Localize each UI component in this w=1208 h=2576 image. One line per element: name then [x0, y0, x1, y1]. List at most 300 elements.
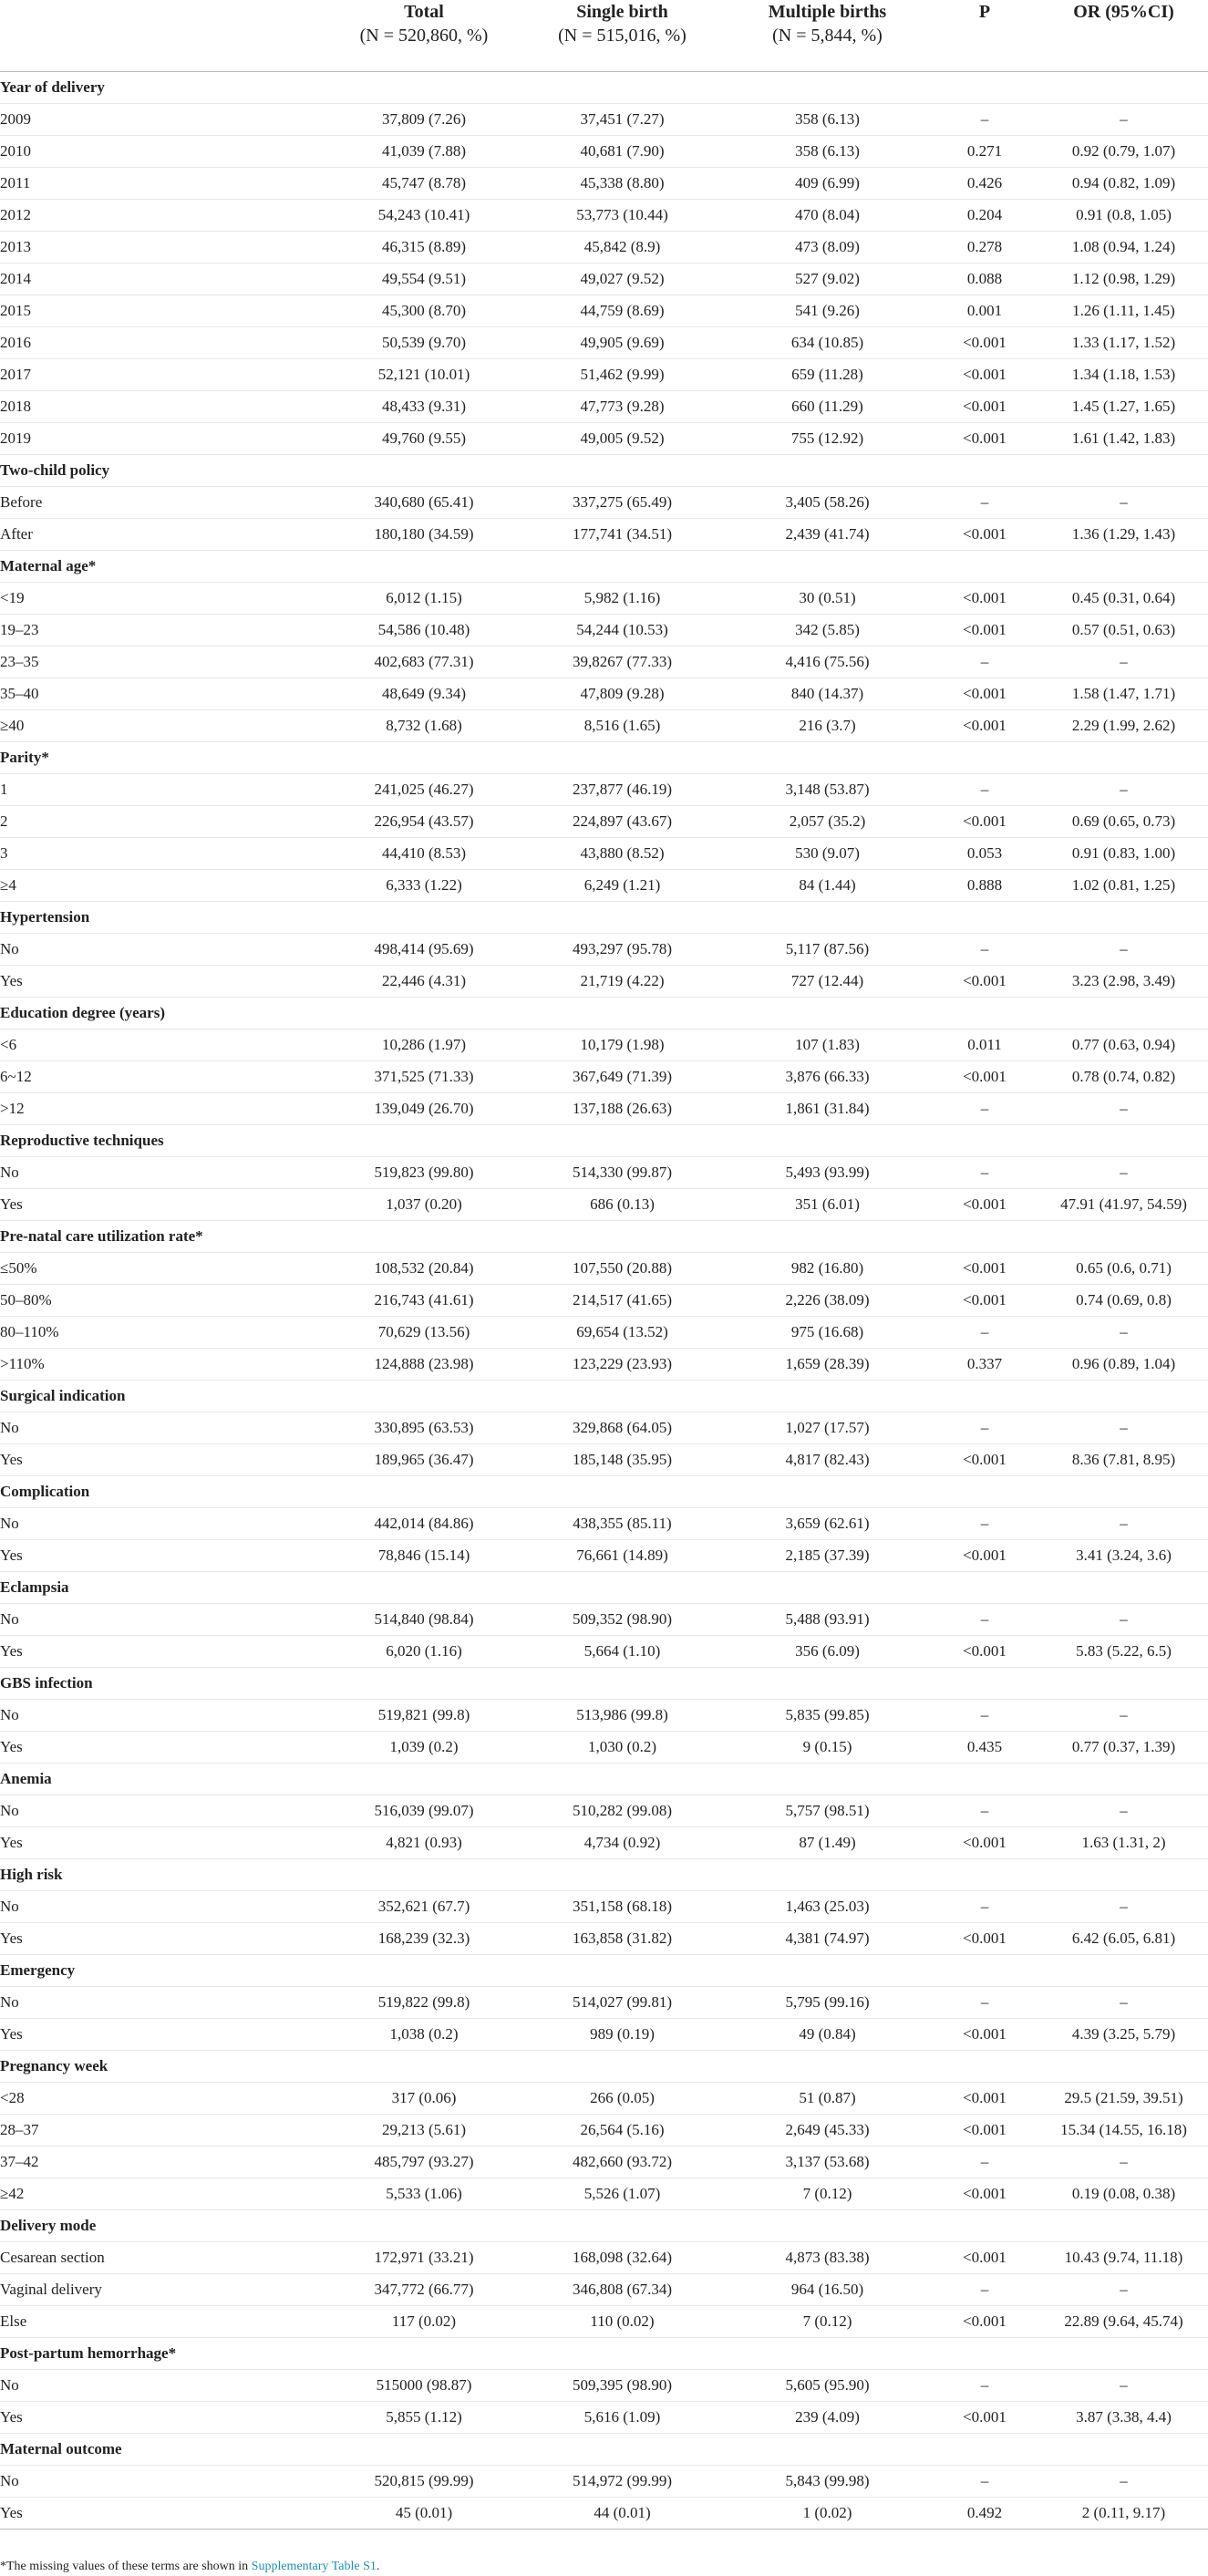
total-cell: 216,743 (41.61) [328, 1285, 520, 1317]
section-title: Maternal age* [0, 551, 1208, 583]
table-row [0, 1253, 1208, 1285]
odds-ratio-cell: 47.91 (41.97, 54.59) [1039, 1189, 1208, 1221]
odds-ratio-cell: – [1039, 2466, 1208, 2498]
total-cell: 519,822 (99.8) [328, 1987, 520, 2019]
section-header-row [0, 1125, 1208, 1157]
multiple-births-cell: 7 (0.12) [725, 2306, 930, 2338]
p-value-cell: – [930, 934, 1039, 966]
odds-ratio-cell: 0.91 (0.83, 1.00) [1039, 838, 1208, 870]
section-header-row [0, 1764, 1208, 1795]
single-birth-cell: 185,148 (35.95) [520, 1444, 725, 1476]
table-row [0, 2466, 1208, 2498]
p-value-cell: – [930, 2370, 1039, 2402]
table-row [0, 615, 1208, 647]
single-birth-cell: 123,229 (23.93) [520, 1349, 725, 1381]
total-cell: 519,821 (99.8) [328, 1700, 520, 1732]
table-row [0, 2306, 1208, 2338]
table-row [0, 1795, 1208, 1827]
total-cell: 340,680 (65.41) [328, 487, 520, 519]
odds-ratio-cell: 1.45 (1.27, 1.65) [1039, 391, 1208, 423]
multiple-births-cell: 964 (16.50) [725, 2274, 930, 2306]
table-row [0, 391, 1208, 423]
p-value-cell: – [930, 2274, 1039, 2306]
odds-ratio-cell: 0.69 (0.65, 0.73) [1039, 806, 1208, 838]
single-birth-cell: 5,526 (1.07) [520, 2178, 725, 2210]
total-cell: 10,286 (1.97) [328, 1029, 520, 1061]
row-label: ≤50% [0, 1253, 328, 1285]
table-row [0, 1732, 1208, 1764]
header-multiple-n: (N = 5,844, %) [772, 26, 883, 46]
row-label: Yes [0, 2498, 328, 2529]
p-value-cell: <0.001 [930, 806, 1039, 838]
single-birth-cell: 514,330 (99.87) [520, 1157, 725, 1189]
single-birth-cell: 1,030 (0.2) [520, 1732, 725, 1764]
odds-ratio-cell: 1.02 (0.81, 1.25) [1039, 870, 1208, 902]
row-label: >12 [0, 1093, 328, 1125]
row-label: 2019 [0, 423, 328, 455]
multiple-births-cell: 2,439 (41.74) [725, 519, 930, 551]
section-title: Eclampsia [0, 1572, 1208, 1604]
table-row [0, 838, 1208, 870]
row-label: No [0, 1891, 328, 1923]
header-single-n: (N = 515,016, %) [558, 26, 687, 46]
odds-ratio-cell: 0.45 (0.31, 0.64) [1039, 583, 1208, 615]
row-label: Yes [0, 1923, 328, 1955]
total-cell: 78,846 (15.14) [328, 1540, 520, 1572]
p-value-cell: 0.088 [930, 264, 1039, 295]
section-header-row [0, 998, 1208, 1029]
p-value-cell: – [930, 2466, 1039, 2498]
section-header-row [0, 1668, 1208, 1700]
table-row [0, 583, 1208, 615]
p-value-cell: 0.426 [930, 168, 1039, 200]
table-row [0, 1444, 1208, 1476]
single-birth-cell: 49,027 (9.52) [520, 264, 725, 295]
single-birth-cell: 53,773 (10.44) [520, 200, 725, 232]
single-birth-cell: 47,809 (9.28) [520, 678, 725, 710]
total-cell: 516,039 (99.07) [328, 1795, 520, 1827]
odds-ratio-cell: 0.78 (0.74, 0.82) [1039, 1061, 1208, 1093]
section-title: Hypertension [0, 902, 1208, 934]
section-header-row [0, 1221, 1208, 1253]
total-cell: 29,213 (5.61) [328, 2115, 520, 2147]
odds-ratio-cell: 1.33 (1.17, 1.52) [1039, 327, 1208, 359]
header-single-title: Single birth [576, 2, 668, 22]
p-value-cell: <0.001 [930, 2083, 1039, 2115]
single-birth-cell: 54,244 (10.53) [520, 615, 725, 647]
total-cell: 6,012 (1.15) [328, 583, 520, 615]
header-total [328, 0, 520, 72]
single-birth-cell: 686 (0.13) [520, 1189, 725, 1221]
odds-ratio-cell: – [1039, 2274, 1208, 2306]
p-value-cell: – [930, 1700, 1039, 1732]
total-cell: 1,038 (0.2) [328, 2019, 520, 2051]
section-header-row [0, 1476, 1208, 1508]
table-row [0, 2402, 1208, 2434]
p-value-cell: <0.001 [930, 519, 1039, 551]
total-cell: 371,525 (71.33) [328, 1061, 520, 1093]
multiple-births-cell: 216 (3.7) [725, 710, 930, 742]
single-birth-cell: 493,297 (95.78) [520, 934, 725, 966]
multiple-births-cell: 1 (0.02) [725, 2498, 930, 2529]
section-title: Complication [0, 1476, 1208, 1508]
supplementary-table-link[interactable]: Supplementary Table S1 [251, 2560, 377, 2573]
p-value-cell: 0.001 [930, 295, 1039, 327]
table-row [0, 2115, 1208, 2147]
total-cell: 5,855 (1.12) [328, 2402, 520, 2434]
section-title: Year of delivery [0, 72, 1208, 104]
table-row [0, 966, 1208, 998]
header-total-n: (N = 520,860, %) [359, 26, 489, 46]
p-value-cell: – [930, 1604, 1039, 1636]
p-value-cell: – [930, 1093, 1039, 1125]
row-label: 2 [0, 806, 328, 838]
total-cell: 6,020 (1.16) [328, 1636, 520, 1668]
multiple-births-cell: 84 (1.44) [725, 870, 930, 902]
table-body [0, 72, 1208, 2529]
table-row [0, 2178, 1208, 2210]
p-value-cell: 0.435 [930, 1732, 1039, 1764]
header-multiple-title: Multiple births [768, 2, 887, 22]
table-row [0, 1987, 1208, 2019]
odds-ratio-cell: 1.63 (1.31, 2) [1039, 1827, 1208, 1859]
row-label: No [0, 1987, 328, 2019]
p-value-cell: <0.001 [930, 2402, 1039, 2434]
total-cell: 352,621 (67.7) [328, 1891, 520, 1923]
multiple-births-cell: 87 (1.49) [725, 1827, 930, 1859]
single-birth-cell: 45,338 (8.80) [520, 168, 725, 200]
multiple-births-cell: 30 (0.51) [725, 583, 930, 615]
p-value-cell: <0.001 [930, 2306, 1039, 2338]
single-birth-cell: 351,158 (68.18) [520, 1891, 725, 1923]
multiple-births-cell: 5,117 (87.56) [725, 934, 930, 966]
total-cell: 46,315 (8.89) [328, 232, 520, 264]
multiple-births-cell: 351 (6.01) [725, 1189, 930, 1221]
multiple-births-cell: 3,876 (66.33) [725, 1061, 930, 1093]
table-row [0, 1349, 1208, 1381]
p-value-cell: – [930, 1508, 1039, 1540]
multiple-births-cell: 982 (16.80) [725, 1253, 930, 1285]
single-birth-cell: 40,681 (7.90) [520, 136, 725, 168]
multiple-births-cell: 49 (0.84) [725, 2019, 930, 2051]
odds-ratio-cell: – [1039, 1700, 1208, 1732]
p-value-cell: <0.001 [930, 1540, 1039, 1572]
total-cell: 48,433 (9.31) [328, 391, 520, 423]
p-value-cell: – [930, 1317, 1039, 1349]
table-row [0, 327, 1208, 359]
odds-ratio-cell: 4.39 (3.25, 5.79) [1039, 2019, 1208, 2051]
odds-ratio-cell: – [1039, 2147, 1208, 2178]
row-label: ≥4 [0, 870, 328, 902]
p-value-cell: <0.001 [930, 2242, 1039, 2274]
multiple-births-cell: 2,649 (45.33) [725, 2115, 930, 2147]
total-cell: 108,532 (20.84) [328, 1253, 520, 1285]
table-row [0, 1189, 1208, 1221]
p-value-cell: <0.001 [930, 391, 1039, 423]
row-label: <28 [0, 2083, 328, 2115]
p-value-cell: 0.271 [930, 136, 1039, 168]
single-birth-cell: 514,972 (99.99) [520, 2466, 725, 2498]
total-cell: 8,732 (1.68) [328, 710, 520, 742]
row-label: 50–80% [0, 1285, 328, 1317]
p-value-cell: – [930, 1412, 1039, 1444]
multiple-births-cell: 4,817 (82.43) [725, 1444, 930, 1476]
total-cell: 50,539 (9.70) [328, 327, 520, 359]
odds-ratio-cell: 0.91 (0.8, 1.05) [1039, 200, 1208, 232]
multiple-births-cell: 4,416 (75.56) [725, 647, 930, 678]
odds-ratio-cell: – [1039, 647, 1208, 678]
odds-ratio-cell: – [1039, 1891, 1208, 1923]
multiple-births-cell: 840 (14.37) [725, 678, 930, 710]
p-value-cell: – [930, 774, 1039, 806]
multiple-births-cell: 5,757 (98.51) [725, 1795, 930, 1827]
multiple-births-cell: 409 (6.99) [725, 168, 930, 200]
row-label: 2011 [0, 168, 328, 200]
multiple-births-cell: 5,488 (93.91) [725, 1604, 930, 1636]
single-birth-cell: 49,005 (9.52) [520, 423, 725, 455]
section-header-row [0, 72, 1208, 104]
p-value-cell: – [930, 647, 1039, 678]
odds-ratio-cell: – [1039, 104, 1208, 136]
section-title: Education degree (years) [0, 998, 1208, 1029]
multiple-births-cell: 239 (4.09) [725, 2402, 930, 2434]
table-row [0, 264, 1208, 295]
single-birth-cell: 482,660 (93.72) [520, 2147, 725, 2178]
p-value-cell: <0.001 [930, 1444, 1039, 1476]
p-value-cell: <0.001 [930, 1285, 1039, 1317]
p-value-cell: <0.001 [930, 583, 1039, 615]
odds-ratio-cell: 1.36 (1.29, 1.43) [1039, 519, 1208, 551]
p-value-cell: <0.001 [930, 2178, 1039, 2210]
odds-ratio-cell: – [1039, 1412, 1208, 1444]
section-title: GBS infection [0, 1668, 1208, 1700]
multiple-births-cell: 975 (16.68) [725, 1317, 930, 1349]
total-cell: 45,300 (8.70) [328, 295, 520, 327]
multiple-births-cell: 660 (11.29) [725, 391, 930, 423]
section-title: Parity* [0, 742, 1208, 774]
multiple-births-cell: 4,381 (74.97) [725, 1923, 930, 1955]
single-birth-cell: 224,897 (43.67) [520, 806, 725, 838]
row-label: Before [0, 487, 328, 519]
table-row [0, 423, 1208, 455]
table-row [0, 487, 1208, 519]
odds-ratio-cell: 0.57 (0.51, 0.63) [1039, 615, 1208, 647]
multiple-births-cell: 356 (6.09) [725, 1636, 930, 1668]
total-cell: 117 (0.02) [328, 2306, 520, 2338]
odds-ratio-cell: – [1039, 1604, 1208, 1636]
total-cell: 1,037 (0.20) [328, 1189, 520, 1221]
single-birth-cell: 509,352 (98.90) [520, 1604, 725, 1636]
section-header-row [0, 1859, 1208, 1891]
row-label: 2010 [0, 136, 328, 168]
total-cell: 5,533 (1.06) [328, 2178, 520, 2210]
single-birth-cell: 69,654 (13.52) [520, 1317, 725, 1349]
header-odds-ratio: OR (95%CI) [1039, 0, 1208, 72]
row-label: <19 [0, 583, 328, 615]
multiple-births-cell: 3,405 (58.26) [725, 487, 930, 519]
table-row [0, 1061, 1208, 1093]
single-birth-cell: 509,395 (98.90) [520, 2370, 725, 2402]
total-cell: 515000 (98.87) [328, 2370, 520, 2402]
single-birth-cell: 45,842 (8.9) [520, 232, 725, 264]
single-birth-cell: 237,877 (46.19) [520, 774, 725, 806]
row-label: Yes [0, 1540, 328, 1572]
odds-ratio-cell: – [1039, 934, 1208, 966]
total-cell: 226,954 (43.57) [328, 806, 520, 838]
section-title: Anemia [0, 1764, 1208, 1795]
row-label: Yes [0, 1827, 328, 1859]
row-label: 3 [0, 838, 328, 870]
odds-ratio-cell: 1.26 (1.11, 1.45) [1039, 295, 1208, 327]
single-birth-cell: 10,179 (1.98) [520, 1029, 725, 1061]
odds-ratio-cell: 3.87 (3.38, 4.4) [1039, 2402, 1208, 2434]
section-header-row [0, 2434, 1208, 2466]
multiple-births-cell: 530 (9.07) [725, 838, 930, 870]
row-label: 1 [0, 774, 328, 806]
row-label: 2017 [0, 359, 328, 391]
multiple-births-cell: 470 (8.04) [725, 200, 930, 232]
multiple-births-cell: 3,659 (62.61) [725, 1508, 930, 1540]
odds-ratio-cell: – [1039, 2370, 1208, 2402]
table-row [0, 1157, 1208, 1189]
p-value-cell: 0.337 [930, 1349, 1039, 1381]
total-cell: 70,629 (13.56) [328, 1317, 520, 1349]
multiple-births-cell: 1,027 (17.57) [725, 1412, 930, 1444]
row-label: No [0, 1412, 328, 1444]
p-value-cell: <0.001 [930, 966, 1039, 998]
p-value-cell: – [930, 104, 1039, 136]
odds-ratio-cell: 0.65 (0.6, 0.71) [1039, 1253, 1208, 1285]
multiple-births-cell: 659 (11.28) [725, 359, 930, 391]
odds-ratio-cell: 8.36 (7.81, 8.95) [1039, 1444, 1208, 1476]
total-cell: 139,049 (26.70) [328, 1093, 520, 1125]
odds-ratio-cell: – [1039, 1795, 1208, 1827]
odds-ratio-cell: 1.58 (1.47, 1.71) [1039, 678, 1208, 710]
total-cell: 514,840 (98.84) [328, 1604, 520, 1636]
table-row [0, 2242, 1208, 2274]
multiple-births-cell: 5,843 (99.98) [725, 2466, 930, 2498]
row-label: ≥40 [0, 710, 328, 742]
total-cell: 1,039 (0.2) [328, 1732, 520, 1764]
single-birth-cell: 367,649 (71.39) [520, 1061, 725, 1093]
total-cell: 124,888 (23.98) [328, 1349, 520, 1381]
table-row [0, 1412, 1208, 1444]
row-label: Yes [0, 2402, 328, 2434]
single-birth-cell: 26,564 (5.16) [520, 2115, 725, 2147]
p-value-cell: 0.204 [930, 200, 1039, 232]
row-label: No [0, 1157, 328, 1189]
total-cell: 49,760 (9.55) [328, 423, 520, 455]
row-label: No [0, 1604, 328, 1636]
row-label: 2013 [0, 232, 328, 264]
multiple-births-cell: 342 (5.85) [725, 615, 930, 647]
multiple-births-cell: 541 (9.26) [725, 295, 930, 327]
header-variable [0, 0, 328, 72]
total-cell: 172,971 (33.21) [328, 2242, 520, 2274]
table-row [0, 710, 1208, 742]
row-label: Yes [0, 2019, 328, 2051]
single-birth-cell: 44 (0.01) [520, 2498, 725, 2529]
multiple-births-cell: 1,463 (25.03) [725, 1891, 930, 1923]
odds-ratio-cell: 1.34 (1.18, 1.53) [1039, 359, 1208, 391]
single-birth-cell: 163,858 (31.82) [520, 1923, 725, 1955]
header-multiple-births [725, 0, 930, 72]
table-row [0, 1700, 1208, 1732]
multiple-births-cell: 5,605 (95.90) [725, 2370, 930, 2402]
single-birth-cell: 514,027 (99.81) [520, 1987, 725, 2019]
p-value-cell: <0.001 [930, 1827, 1039, 1859]
table-row [0, 295, 1208, 327]
total-cell: 189,965 (36.47) [328, 1444, 520, 1476]
total-cell: 48,649 (9.34) [328, 678, 520, 710]
row-label: Cesarean section [0, 2242, 328, 2274]
odds-ratio-cell: – [1039, 487, 1208, 519]
row-label: 2018 [0, 391, 328, 423]
section-header-row [0, 1955, 1208, 1987]
total-cell: 330,895 (63.53) [328, 1412, 520, 1444]
total-cell: 347,772 (66.77) [328, 2274, 520, 2306]
table-row [0, 2019, 1208, 2051]
p-value-cell: <0.001 [930, 359, 1039, 391]
multiple-births-cell: 634 (10.85) [725, 327, 930, 359]
single-birth-cell: 438,355 (85.11) [520, 1508, 725, 1540]
total-cell: 168,239 (32.3) [328, 1923, 520, 1955]
multiple-births-cell: 3,148 (53.87) [725, 774, 930, 806]
row-label: Yes [0, 1732, 328, 1764]
header-p-value: P [930, 0, 1039, 72]
odds-ratio-cell: – [1039, 1317, 1208, 1349]
row-label: 2015 [0, 295, 328, 327]
total-cell: 4,821 (0.93) [328, 1827, 520, 1859]
p-value-cell: <0.001 [930, 1636, 1039, 1668]
total-cell: 37,809 (7.26) [328, 104, 520, 136]
multiple-births-cell: 4,873 (83.38) [725, 2242, 930, 2274]
odds-ratio-cell: 2 (0.11, 9.17) [1039, 2498, 1208, 2529]
odds-ratio-cell: 2.29 (1.99, 2.62) [1039, 710, 1208, 742]
total-cell: 45 (0.01) [328, 2498, 520, 2529]
section-header-row [0, 2051, 1208, 2083]
p-value-cell: 0.888 [930, 870, 1039, 902]
single-birth-cell: 44,759 (8.69) [520, 295, 725, 327]
single-birth-cell: 37,451 (7.27) [520, 104, 725, 136]
single-birth-cell: 8,516 (1.65) [520, 710, 725, 742]
table-row [0, 1636, 1208, 1668]
odds-ratio-cell: 0.74 (0.69, 0.8) [1039, 1285, 1208, 1317]
single-birth-cell: 107,550 (20.88) [520, 1253, 725, 1285]
odds-ratio-cell: – [1039, 1157, 1208, 1189]
p-value-cell: – [930, 1891, 1039, 1923]
table-row [0, 232, 1208, 264]
multiple-births-cell: 9 (0.15) [725, 1732, 930, 1764]
single-birth-cell: 49,905 (9.69) [520, 327, 725, 359]
odds-ratio-cell: – [1039, 1508, 1208, 1540]
p-value-cell: <0.001 [930, 2115, 1039, 2147]
table-row [0, 774, 1208, 806]
table-row [0, 1317, 1208, 1349]
p-value-cell: <0.001 [930, 615, 1039, 647]
odds-ratio-cell: 0.77 (0.63, 0.94) [1039, 1029, 1208, 1061]
row-label: <6 [0, 1029, 328, 1061]
table-row [0, 1923, 1208, 1955]
single-birth-cell: 47,773 (9.28) [520, 391, 725, 423]
row-label: 23–35 [0, 647, 328, 678]
row-label: Yes [0, 966, 328, 998]
table-row [0, 1891, 1208, 1923]
table-row [0, 104, 1208, 136]
section-title: Maternal outcome [0, 2434, 1208, 2466]
total-cell: 41,039 (7.88) [328, 136, 520, 168]
total-cell: 498,414 (95.69) [328, 934, 520, 966]
